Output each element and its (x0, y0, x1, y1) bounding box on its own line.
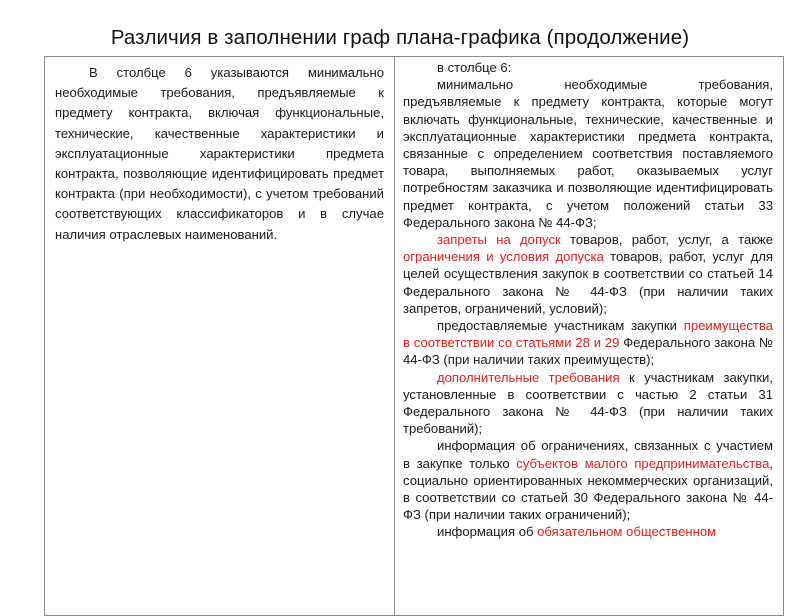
paragraph-text: В столбце 6 указываются минимально необходимые требования, предъявляемые к предмету контракта, включая функциональные, технические, качественные характеристики и эксплуатационные характеристики предмета контракта, позволяющие идентифицировать предмет контракта (при необходимости), с учетом требований соответствующих классификаторов и в случае наличия отраслевых наименований. (55, 65, 384, 242)
table-paragraph (403, 231, 773, 317)
table-paragraph (403, 523, 773, 540)
paragraph-text: товаров, работ, услуг для целей осуществления закупок в соответствии со статьей 14 Федерального закона № 44-ФЗ (при наличии таких запретов, ограничений, условий); (403, 249, 773, 316)
paragraph-text: минимально необходимые требования, предъявляемые к предмету контракта, которые могут включать функциональные, технические, качественные и эксплуатационные характеристики предмета контракта, связанные с определением соответствия поставляемого товара, выполняемых работ, оказываемых услуг потребностям заказчика и позволяющие идентифицировать предмет контракта, с учетом положений статьи 33 Федерального закона № 44-ФЗ; (403, 77, 773, 230)
paragraph-text: информация об (437, 524, 538, 540)
table-paragraph (55, 63, 384, 245)
table-paragraph (403, 76, 773, 231)
paragraph-text: в столбце 6: (437, 60, 512, 75)
highlighted-text: ограничения и условия допуска (403, 249, 604, 265)
comparison-table (44, 56, 784, 616)
table-paragraph (403, 317, 773, 369)
table-paragraph (403, 59, 773, 76)
highlighted-text: субъектов малого предпринимательства (516, 455, 770, 471)
paragraph-text: Федерального закона № 44-ФЗ (при наличии таких преимуществ); (403, 335, 773, 368)
highlighted-text: запреты на допуск (437, 232, 561, 248)
highlighted-text: преимущества в соответствии со статьями 28 и 29 (403, 318, 773, 351)
paragraph-text: , социально ориентированных некоммерческих организаций, в соответствии со статьей 30 Федерального закона № 44-ФЗ (при наличии таких ограничений); (403, 455, 773, 523)
paragraph-text: к участникам закупки, установленные в соответствии с частью 2 статьи 31 Федерального закона № 44-ФЗ (при наличии таких требований); (403, 369, 773, 437)
table-paragraph (403, 437, 773, 523)
highlighted-text: дополнительные требования (437, 369, 620, 385)
slide-title: Различия в заполнении граф плана-графика (продолжение) (110, 26, 690, 49)
table-paragraph (403, 369, 773, 438)
paragraph-text: информация об ограничениях, связанных с участием в закупке только (403, 438, 773, 471)
paragraph-text: товаров, работ, услуг, а также (560, 232, 774, 248)
highlighted-text: обязательном общественном (537, 524, 717, 540)
right-column (395, 57, 783, 615)
paragraph-text: предоставляемые участникам закупки (437, 318, 684, 334)
left-column (45, 57, 395, 615)
